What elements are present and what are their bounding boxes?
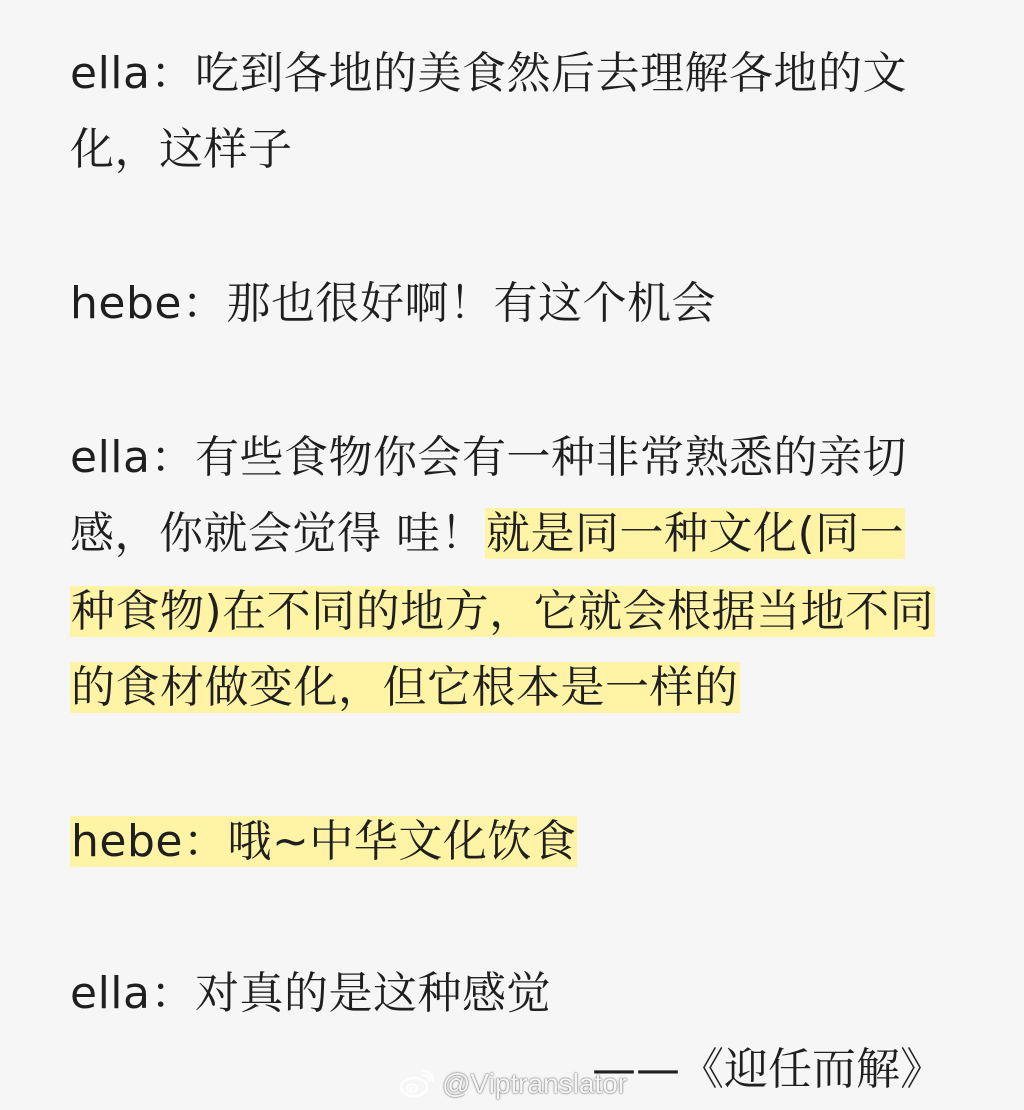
line-text: ella：吃到各地的美食然后去理解各地的文 bbox=[70, 48, 907, 99]
watermark bbox=[398, 1064, 627, 1104]
transcript-line bbox=[70, 968, 551, 1020]
line-text: ella：有些食物你会有一种非常熟悉的亲切 bbox=[70, 432, 907, 483]
line-text: hebe：那也很好啊！有这个机会 bbox=[70, 278, 716, 329]
line-text: 感，你就会觉得 哇！ bbox=[70, 508, 485, 559]
line-text: ella：对真的是这种感觉 bbox=[70, 968, 551, 1019]
transcript-line bbox=[70, 586, 935, 638]
transcript-line bbox=[70, 124, 293, 176]
transcript-line bbox=[70, 48, 907, 100]
source-caption: ——《迎任而解》 bbox=[592, 1044, 944, 1095]
highlighted-text: 种食物)在不同的地方，它就会根据当地不同 bbox=[71, 586, 935, 637]
highlighted-text: hebe：哦~中华文化饮食 bbox=[71, 816, 577, 867]
transcript-line bbox=[70, 508, 905, 560]
highlighted-text: 的食材做变化，但它根本是一样的 bbox=[71, 662, 739, 713]
transcript-line bbox=[70, 662, 740, 714]
line-text: 化，这样子 bbox=[70, 124, 293, 175]
weibo-icon bbox=[398, 1069, 434, 1099]
highlighted-text: 就是同一种文化(同一 bbox=[486, 508, 905, 559]
transcript-line bbox=[70, 432, 907, 484]
transcript-line bbox=[70, 278, 716, 330]
transcript-line bbox=[70, 816, 577, 868]
watermark-text: @Viptranslator bbox=[442, 1068, 628, 1099]
